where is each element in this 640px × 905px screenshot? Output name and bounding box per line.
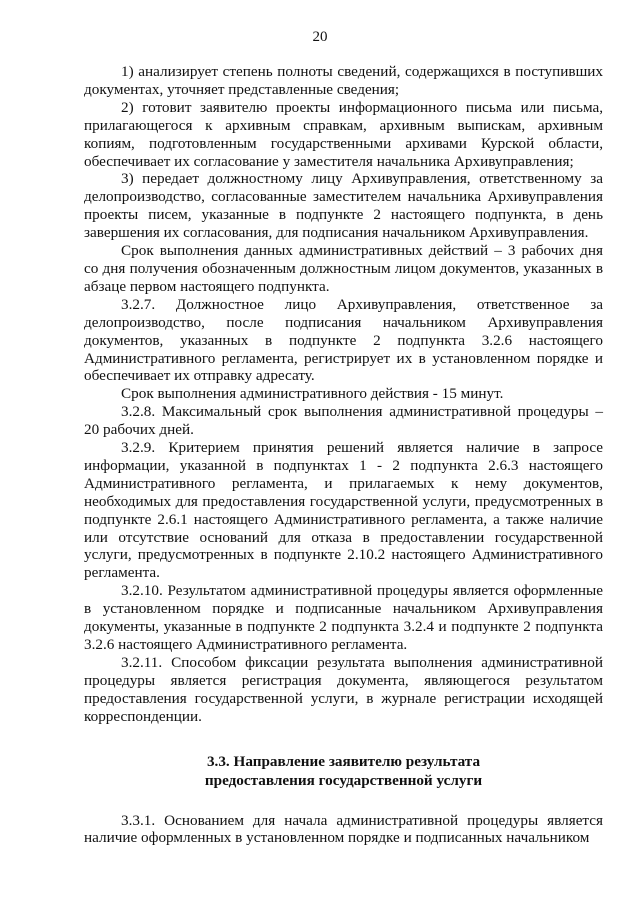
section-heading-3-3 [84, 752, 603, 790]
paragraph-deadline-3-days: Срок выполнения данных административных действий – 3 рабочих дня со дня получения обозначенным должностным лицом документов, указанных в абзаце первом настоящего подпункта. [84, 242, 603, 295]
paragraph-3-2-10: 3.2.10. Результатом административной процедуры является оформленные в установленном порядке и подписанные начальником Архивуправления документы, указанные в подпункте 2 подпункта 3.2.4 и подпункте 2 подпункта 3.2.6 настоящего Административного регламента. [84, 582, 603, 653]
section-heading-line-2: предоставления государственной услуги [204, 771, 483, 789]
paragraph-3-3-1: 3.3.1. Основанием для начала административной процедуры является наличие оформленных в установленном порядке и подписанных начальником [84, 811, 603, 847]
paragraph-item-3: 3) передает должностному лицу Архивуправления, ответственному за делопроизводство, согласованные заместителем начальника Архивуправления проекты писем, указанные в подпункте 2 настоящего подпункта, в день завершения их согласования, для подписания начальником Архивуправления. [84, 170, 603, 242]
paragraph-3-2-7: 3.2.7. Должностное лицо Архивуправления, ответственное за делопроизводство, после подписания начальником Архивуправления документов, указанных в подпункте 2 подпункта 3.2.6 настоящего Административного регламента, регистрирует их в установленном порядке и обеспечивает их отправку адресату. [84, 295, 603, 385]
page-number: 20 [312, 29, 328, 45]
paragraph-deadline-15-min: Срок выполнения административного действия - 15 минут. [121, 385, 504, 403]
document-body [84, 63, 603, 847]
paragraph-item-2: 2) готовит заявителю проекты информационного письма или письма, прилагающегося к архивным справкам, архивным выпискам, архивным копиям, подготовленным государственными архивами Курской области, обеспечивает их согласование у заместителя начальника Архивуправления; [84, 98, 603, 170]
paragraph-item-1: 1) анализирует степень полноты сведений, содержащихся в поступивших документах, уточняет представленные сведения; [84, 63, 603, 98]
section-heading-line-1: 3.3. Направление заявителю результата [206, 752, 481, 770]
paragraph-3-2-9: 3.2.9. Критерием принятия решений является наличие в запросе информации, указанной в подпунктах 1 - 2 подпункта 2.6.3 настоящего Административного регламента, и прилагаемых к нему документов, необходимых для предоставления государственной услуги, предусмотренных в подпункте 2.6.1 настоящего Административного регламента, а также наличие или отсутствие оснований для отказа в предоставлении государственной услуги, предусмотренных в подпункте 2.10.2 настоящего Административного регламента. [84, 439, 603, 582]
paragraph-3-2-8: 3.2.8. Максимальный срок выполнения административной процедуры – 20 рабочих дней. [84, 403, 603, 439]
paragraph-3-2-11: 3.2.11. Способом фиксации результата выполнения административной процедуры является регистрация документа, являющегося результатом предоставления государственной услуги, в журнале регистрации исходящей корреспонденции. [84, 653, 603, 725]
